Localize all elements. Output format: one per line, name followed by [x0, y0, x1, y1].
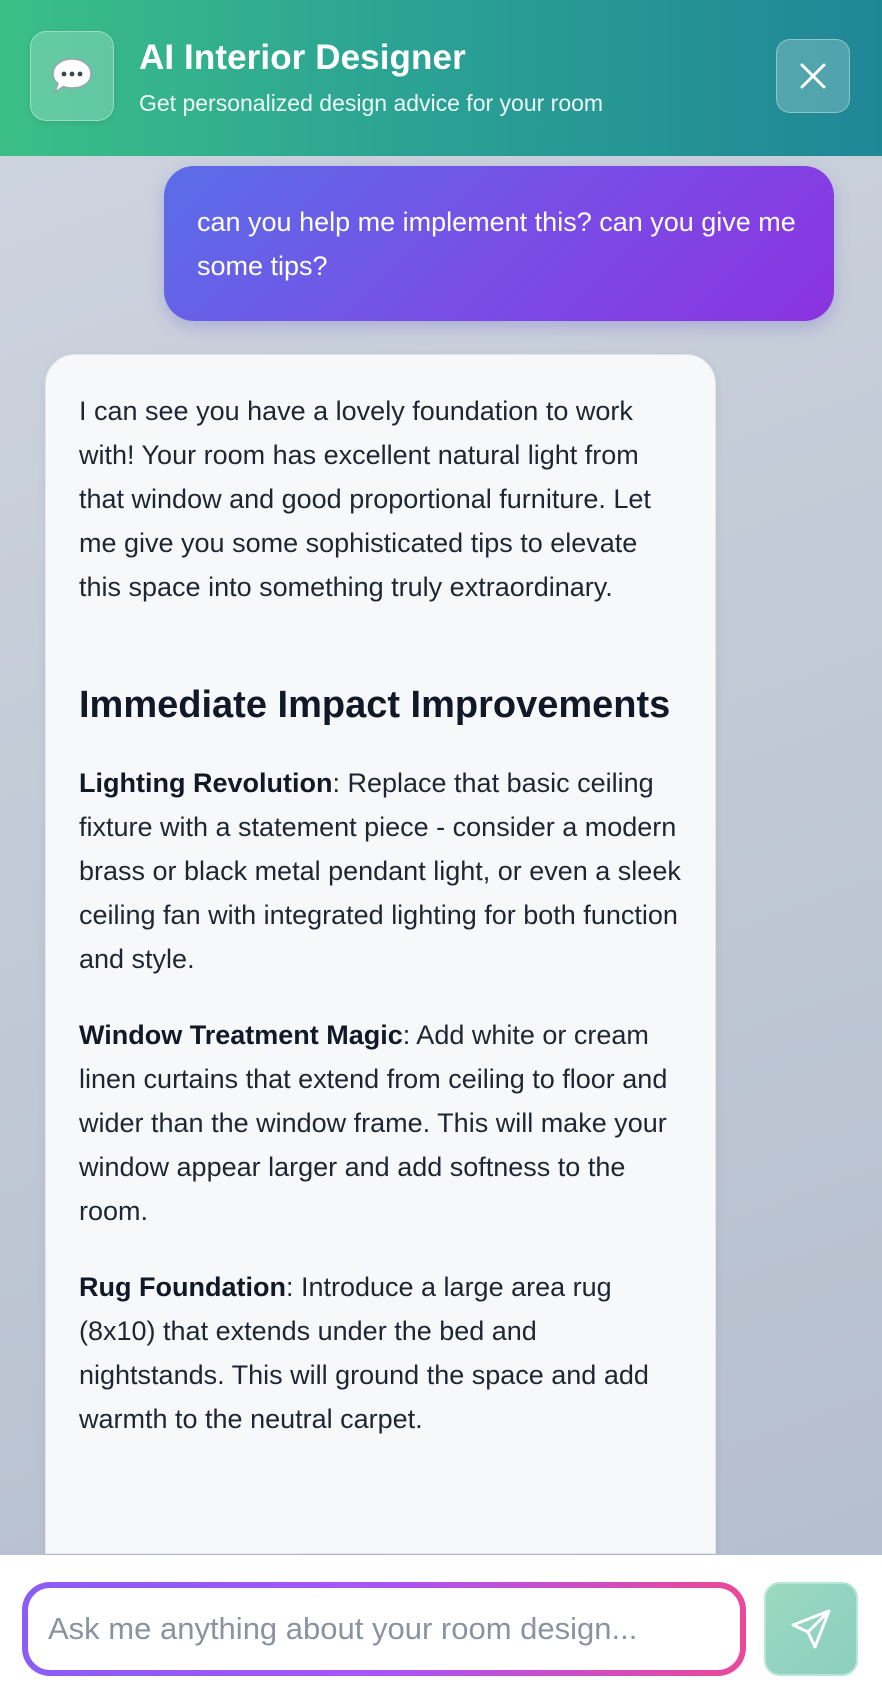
app-title: AI Interior Designer [139, 38, 466, 77]
tip-title: Window Treatment Magic [79, 1020, 403, 1050]
tip-lighting [79, 761, 685, 981]
tip-rug [79, 1265, 685, 1441]
tip-text: : Replace that basic ceiling fixture with a statement piece - consider a modern brass or black metal pendant light, or even a sleek ceiling fan with integrated lighting for both function and style. [79, 768, 681, 974]
tip-text: : Add white or cream linen curtains that extend from ceiling to floor and wider than the window frame. This will make your window appear larger and add softness to the room. [79, 1020, 668, 1226]
close-icon [798, 61, 828, 91]
user-message-text: can you help me implement this? can you give me some tips? [197, 207, 796, 281]
message-input[interactable] [28, 1588, 740, 1670]
send-button[interactable] [764, 1582, 858, 1676]
chat-bubble-icon [30, 31, 114, 121]
app-subtitle: Get personalized design advice for your room [139, 90, 604, 116]
send-icon [789, 1607, 833, 1651]
close-button[interactable] [776, 39, 850, 113]
tip-title: Lighting Revolution [79, 768, 333, 798]
assistant-heading: Immediate Impact Improvements [79, 684, 671, 726]
assistant-intro: I can see you have a lovely foundation to work with! Your room has excellent natural light from that window and good proportional furniture. Let me give you some sophisticated tips to elevate this space into something truly extraordinary. [79, 396, 651, 602]
message-input-wrapper [22, 1582, 746, 1676]
composer-bar [0, 1555, 882, 1700]
assistant-message [45, 354, 716, 1554]
user-message [164, 166, 834, 321]
tip-window-treatment [79, 1013, 685, 1233]
app-header [0, 0, 882, 156]
tip-text: : Introduce a large area rug (8x10) that extends under the bed and nightstands. This will ground the space and add warmth to the neutral carpet. [79, 1272, 649, 1434]
tip-title: Rug Foundation [79, 1272, 286, 1302]
